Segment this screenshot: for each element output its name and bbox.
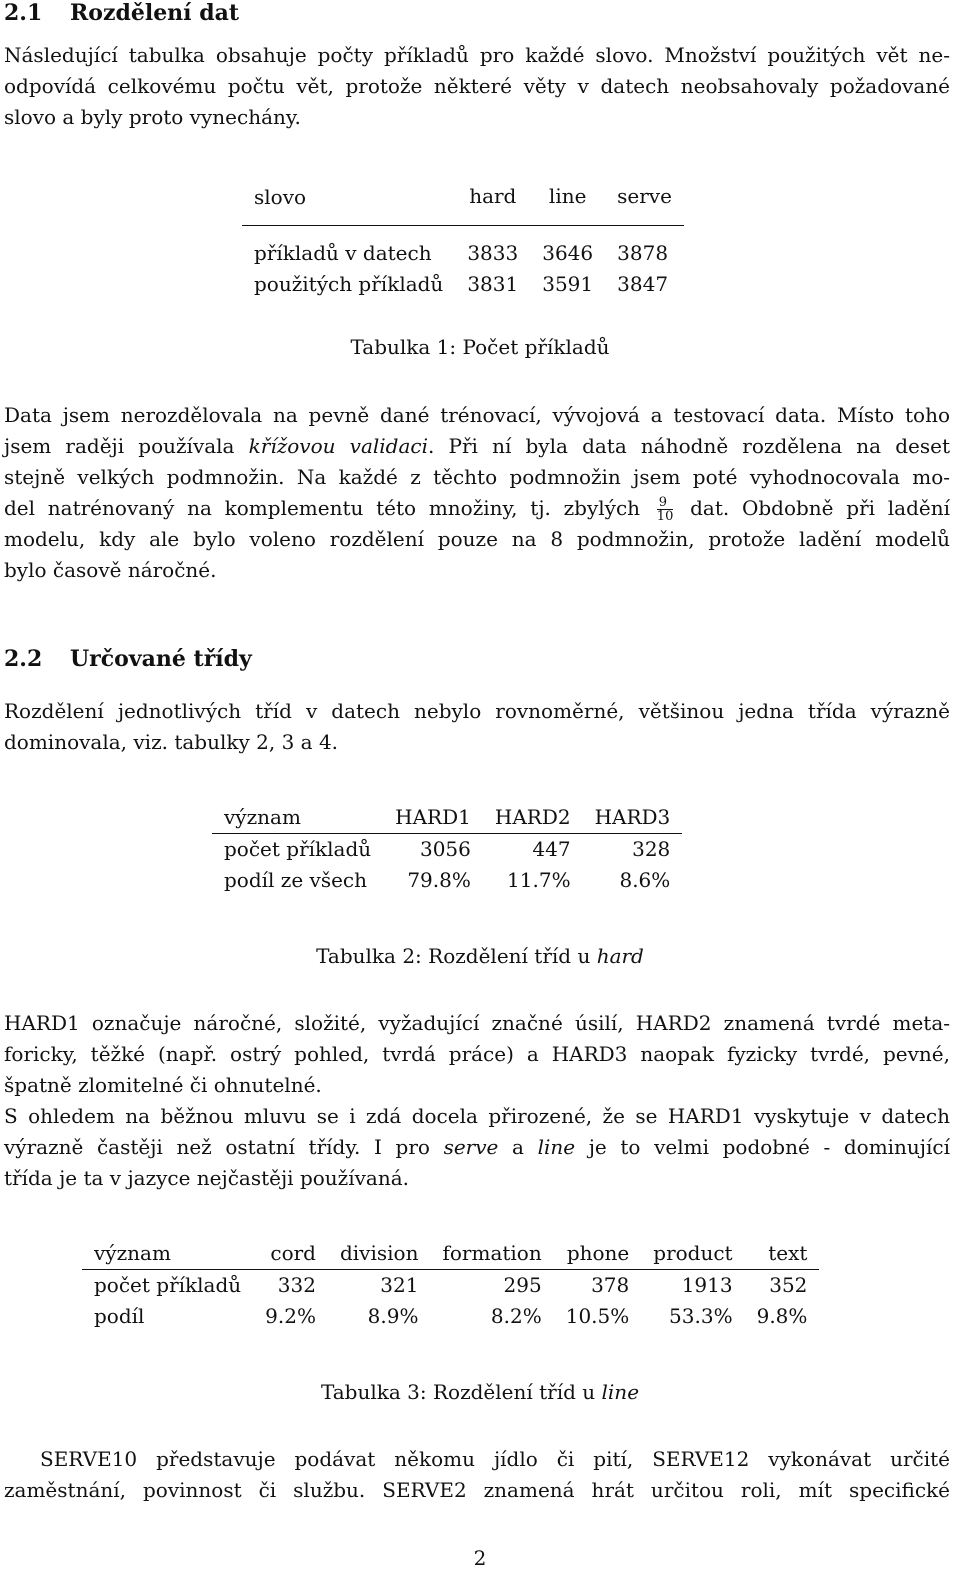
table-cell: 447 (532, 837, 571, 861)
table-cell: 3831 (467, 272, 519, 296)
text-line: Data jsem nerozdělovala na pevně dané trénovací, vývojová a testovací data. Místo toho (4, 403, 950, 427)
table-cell: 11.7% (507, 868, 571, 892)
section-heading-2-1 (4, 0, 239, 26)
table-cell: 3591 (542, 272, 594, 296)
table-cell: 321 (380, 1273, 419, 1297)
table-2 (212, 802, 682, 896)
table-header-cell: slovo (254, 185, 307, 209)
table-row (212, 865, 682, 896)
table-cell: použitých příkladů (254, 272, 444, 296)
table-cell: 8.2% (490, 1304, 542, 1328)
table-header-cell: division (339, 1241, 419, 1265)
table-row (82, 1301, 819, 1332)
caption-emphasis: hard (596, 944, 644, 968)
table-cell: podíl (94, 1304, 145, 1328)
paragraph-classes-intro (4, 696, 950, 758)
table-row (242, 269, 684, 300)
text-line: slovo a byly proto vynechány. (4, 105, 301, 129)
text-line: dominovala, viz. tabulky 2, 3 a 4. (4, 730, 339, 754)
table-header-cell: HARD2 (494, 805, 571, 829)
paragraph-serve-meanings (40, 1444, 950, 1475)
text-line: foricky, těžké (např. ostrý pohled, tvrdá práce) a HARD3 naopak fyzicky tvrdé, pevné, (4, 1042, 950, 1066)
paragraph-serve-meanings-cont (4, 1475, 950, 1506)
text-line (4, 493, 950, 524)
text-line: Následující tabulka obsahuje počty příkladů pro každé slovo. Množství použitých vět ne- (4, 43, 950, 67)
fraction-numerator: 9 (657, 496, 674, 510)
table-header-row (242, 180, 684, 226)
table-header-cell: product (653, 1241, 733, 1265)
table-cell: počet příkladů (224, 837, 372, 861)
table-header-cell: formation (442, 1241, 542, 1265)
table-cell: 1913 (681, 1273, 733, 1297)
caption-text: Tabulka 2: Rozdělení tříd u (316, 944, 597, 968)
table-header-row (212, 802, 682, 834)
table-header-cell: phone (566, 1241, 630, 1265)
table-cell: 328 (632, 837, 671, 861)
fraction-denominator: 10 (656, 509, 674, 524)
table-row (82, 1270, 819, 1302)
text-span: . Při ní byla data náhodně rozdělena na deset (428, 434, 950, 458)
table-cell: 3878 (617, 241, 669, 265)
table-header-cell: text (768, 1241, 808, 1265)
text-span: výrazně častěji než ostatní třídy. I pro (4, 1135, 444, 1159)
text-line: stejně velkých podmnožin. Na každé z těchto podmnožin jsem poté vyhodnocovala mo- (4, 465, 950, 489)
table-cell: 3847 (617, 272, 669, 296)
paragraph-hard-meanings (4, 1008, 950, 1101)
text-span: jsem raději používala (4, 434, 249, 458)
section-title: Rozdělení dat (70, 0, 239, 26)
paragraph-observation (4, 1101, 950, 1194)
table-cell: 3646 (542, 241, 594, 265)
text-line: Rozdělení jednotlivých tříd v datech nebylo rovnoměrné, většinou jedna třída výrazně (4, 699, 950, 723)
table-header-row (82, 1238, 819, 1270)
text-line: bylo časově náročné. (4, 558, 217, 582)
emphasis-text: line (537, 1135, 576, 1159)
table-cell: 295 (503, 1273, 542, 1297)
emphasis-text: křížovou validaci (248, 434, 429, 458)
text-line: SERVE10 představuje podávat někomu jídlo či pití, SERVE12 vykonávat určité (40, 1447, 950, 1471)
table-header-cell: význam (224, 805, 301, 829)
paragraph-intro (4, 40, 950, 133)
caption-text: Tabulka 3: Rozdělení tříd u (320, 1380, 602, 1404)
table-cell: podíl ze všech (224, 868, 368, 892)
table-cell: počet příkladů (94, 1273, 242, 1297)
paragraph-cross-validation (4, 400, 950, 586)
table-1-caption: Tabulka 1: Počet příkladů (350, 335, 610, 359)
table-cell: 8.6% (619, 868, 671, 892)
text-line (4, 1132, 950, 1163)
table-3-caption (0, 1380, 960, 1404)
text-span: dat. Obdobně při ladění (690, 496, 951, 520)
table-cell: 8.9% (367, 1304, 419, 1328)
table-1 (242, 180, 684, 300)
text-line: třída je ta v jazyce nejčastěji používaná. (4, 1166, 409, 1190)
table-cell: 378 (591, 1273, 630, 1297)
table-cell: 3833 (467, 241, 519, 265)
table-header-cell: cord (270, 1241, 316, 1265)
table-cell: 332 (277, 1273, 316, 1297)
table-header-cell: hard (469, 184, 517, 208)
text-line (4, 431, 950, 462)
text-line: špatně zlomitelné či ohnutelné. (4, 1073, 322, 1097)
table-row (242, 226, 684, 270)
text-line: zaměstnání, povinnost či službu. SERVE2 znamená hrát určitou roli, mít specifické (4, 1478, 950, 1502)
table-header-cell: význam (94, 1241, 171, 1265)
table-row (212, 834, 682, 866)
text-line: modelu, kdy ale bylo voleno rozdělení pouze na 8 podmnožin, protože ladění modelů (4, 527, 950, 551)
text-line: odpovídá celkovému počtu vět, protože některé věty v datech neobsahovaly požadované (4, 74, 950, 98)
text-line: S ohledem na běžnou mluvu se i zdá docela přirozené, že se HARD1 vyskytuje v datech (4, 1104, 950, 1128)
caption-emphasis: line (601, 1380, 640, 1404)
table-cell: 9.2% (265, 1304, 316, 1328)
table-cell: 3056 (419, 837, 471, 861)
table-cell: 352 (769, 1273, 808, 1297)
text-span: del natrénovaný na komplementu této množiny, tj. zbylých (4, 496, 641, 520)
text-line: HARD1 označuje náročné, složité, vyžadující značné úsilí, HARD2 znamená tvrdé meta- (4, 1011, 950, 1035)
page-number: 2 (473, 1546, 487, 1570)
table-2-caption (0, 944, 960, 968)
section-number: 2.2 (4, 646, 43, 672)
table-cell: 10.5% (565, 1304, 630, 1328)
table-cell: 79.8% (407, 868, 471, 892)
section-number: 2.1 (4, 0, 43, 26)
table-header-cell: serve (617, 184, 672, 208)
text-span: je to velmi podobné - dominující (575, 1135, 951, 1159)
section-title: Určované třídy (70, 646, 252, 672)
emphasis-text: serve (443, 1135, 499, 1159)
table-3 (82, 1238, 819, 1332)
section-heading-2-2 (4, 646, 252, 672)
table-header-cell: HARD3 (594, 805, 671, 829)
table-cell: 9.8% (756, 1304, 808, 1328)
table-header-cell: HARD1 (395, 805, 471, 829)
text-span: a (498, 1135, 538, 1159)
table-cell: příkladů v datech (254, 241, 432, 265)
table-cell: 53.3% (669, 1304, 733, 1328)
table-header-cell: line (548, 184, 587, 208)
fraction (657, 496, 674, 523)
